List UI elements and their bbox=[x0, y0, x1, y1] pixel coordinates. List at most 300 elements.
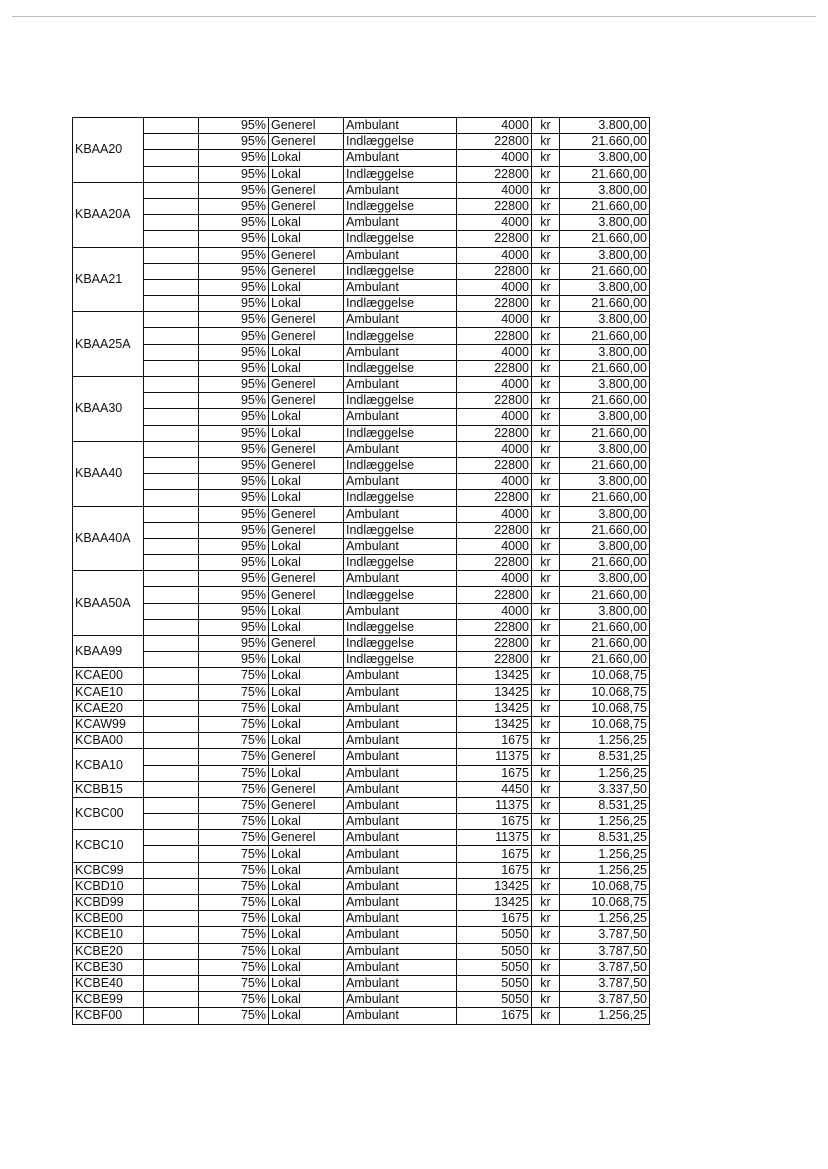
base-value-cell: 1675 bbox=[457, 733, 532, 749]
visit-type-cell: Indlæggelse bbox=[344, 425, 457, 441]
currency-cell: kr bbox=[532, 425, 560, 441]
table-row bbox=[73, 619, 650, 635]
base-value-cell: 4000 bbox=[457, 377, 532, 393]
spacer-cell bbox=[144, 457, 199, 473]
currency-cell: kr bbox=[532, 506, 560, 522]
currency-cell: kr bbox=[532, 943, 560, 959]
base-value-cell: 22800 bbox=[457, 636, 532, 652]
table-row bbox=[73, 943, 650, 959]
currency-cell: kr bbox=[532, 328, 560, 344]
table-row bbox=[73, 700, 650, 716]
spacer-cell bbox=[144, 587, 199, 603]
currency-cell: kr bbox=[532, 441, 560, 457]
table-row bbox=[73, 279, 650, 295]
percent-cell: 95% bbox=[199, 571, 269, 587]
table-row bbox=[73, 538, 650, 554]
procedure-code-cell: KCBB15 bbox=[73, 781, 144, 797]
scope-cell: Lokal bbox=[269, 474, 344, 490]
procedure-code-cell: KBAA30 bbox=[73, 377, 144, 442]
scope-cell: Generel bbox=[269, 797, 344, 813]
scope-cell: Generel bbox=[269, 118, 344, 134]
visit-type-cell: Ambulant bbox=[344, 247, 457, 263]
procedure-code-cell: KCAE20 bbox=[73, 700, 144, 716]
spacer-cell bbox=[144, 344, 199, 360]
base-value-cell: 1675 bbox=[457, 862, 532, 878]
amount-cell: 8.531,25 bbox=[560, 797, 650, 813]
table-row bbox=[73, 749, 650, 765]
spacer-cell bbox=[144, 797, 199, 813]
table-row bbox=[73, 765, 650, 781]
currency-cell: kr bbox=[532, 797, 560, 813]
procedure-code-cell: KCBA00 bbox=[73, 733, 144, 749]
table-row bbox=[73, 377, 650, 393]
amount-cell: 21.660,00 bbox=[560, 490, 650, 506]
spacer-cell bbox=[144, 490, 199, 506]
visit-type-cell: Ambulant bbox=[344, 943, 457, 959]
scope-cell: Lokal bbox=[269, 943, 344, 959]
percent-cell: 95% bbox=[199, 603, 269, 619]
visit-type-cell: Indlæggelse bbox=[344, 296, 457, 312]
scope-cell: Lokal bbox=[269, 814, 344, 830]
percent-cell: 95% bbox=[199, 619, 269, 635]
spacer-cell bbox=[144, 474, 199, 490]
currency-cell: kr bbox=[532, 198, 560, 214]
procedure-code-cell: KCBE30 bbox=[73, 959, 144, 975]
visit-type-cell: Ambulant bbox=[344, 830, 457, 846]
spacer-cell bbox=[144, 425, 199, 441]
base-value-cell: 22800 bbox=[457, 134, 532, 150]
percent-cell: 95% bbox=[199, 474, 269, 490]
visit-type-cell: Ambulant bbox=[344, 927, 457, 943]
visit-type-cell: Ambulant bbox=[344, 684, 457, 700]
currency-cell: kr bbox=[532, 959, 560, 975]
currency-cell: kr bbox=[532, 716, 560, 732]
amount-cell: 21.660,00 bbox=[560, 296, 650, 312]
percent-cell: 75% bbox=[199, 862, 269, 878]
table-row bbox=[73, 846, 650, 862]
base-value-cell: 4000 bbox=[457, 603, 532, 619]
scope-cell: Lokal bbox=[269, 279, 344, 295]
spacer-cell bbox=[144, 506, 199, 522]
table-row bbox=[73, 603, 650, 619]
spacer-cell bbox=[144, 555, 199, 571]
table-row bbox=[73, 862, 650, 878]
table-row bbox=[73, 393, 650, 409]
scope-cell: Lokal bbox=[269, 716, 344, 732]
scope-cell: Lokal bbox=[269, 490, 344, 506]
spacer-cell bbox=[144, 765, 199, 781]
spacer-cell bbox=[144, 878, 199, 894]
percent-cell: 75% bbox=[199, 716, 269, 732]
currency-cell: kr bbox=[532, 490, 560, 506]
currency-cell: kr bbox=[532, 781, 560, 797]
scope-cell: Lokal bbox=[269, 231, 344, 247]
rate-table bbox=[72, 117, 650, 1025]
procedure-code-cell: KCBC00 bbox=[73, 797, 144, 829]
base-value-cell: 13425 bbox=[457, 716, 532, 732]
visit-type-cell: Indlæggelse bbox=[344, 587, 457, 603]
spacer-cell bbox=[144, 636, 199, 652]
visit-type-cell: Indlæggelse bbox=[344, 198, 457, 214]
spacer-cell bbox=[144, 134, 199, 150]
scope-cell: Lokal bbox=[269, 975, 344, 991]
procedure-code-cell: KBAA20 bbox=[73, 118, 144, 183]
currency-cell: kr bbox=[532, 457, 560, 473]
spacer-cell bbox=[144, 943, 199, 959]
currency-cell: kr bbox=[532, 684, 560, 700]
currency-cell: kr bbox=[532, 862, 560, 878]
base-value-cell: 4450 bbox=[457, 781, 532, 797]
currency-cell: kr bbox=[532, 668, 560, 684]
visit-type-cell: Indlæggelse bbox=[344, 360, 457, 376]
amount-cell: 21.660,00 bbox=[560, 393, 650, 409]
table-row bbox=[73, 474, 650, 490]
visit-type-cell: Indlæggelse bbox=[344, 231, 457, 247]
amount-cell: 3.800,00 bbox=[560, 441, 650, 457]
spacer-cell bbox=[144, 215, 199, 231]
scope-cell: Generel bbox=[269, 198, 344, 214]
base-value-cell: 22800 bbox=[457, 296, 532, 312]
amount-cell: 10.068,75 bbox=[560, 684, 650, 700]
spacer-cell bbox=[144, 377, 199, 393]
visit-type-cell: Indlæggelse bbox=[344, 328, 457, 344]
percent-cell: 95% bbox=[199, 231, 269, 247]
scope-cell: Lokal bbox=[269, 895, 344, 911]
spacer-cell bbox=[144, 247, 199, 263]
amount-cell: 3.800,00 bbox=[560, 279, 650, 295]
currency-cell: kr bbox=[532, 733, 560, 749]
visit-type-cell: Ambulant bbox=[344, 279, 457, 295]
amount-cell: 21.660,00 bbox=[560, 166, 650, 182]
base-value-cell: 5050 bbox=[457, 943, 532, 959]
amount-cell: 1.256,25 bbox=[560, 846, 650, 862]
currency-cell: kr bbox=[532, 878, 560, 894]
base-value-cell: 4000 bbox=[457, 571, 532, 587]
spacer-cell bbox=[144, 927, 199, 943]
percent-cell: 75% bbox=[199, 927, 269, 943]
visit-type-cell: Ambulant bbox=[344, 781, 457, 797]
scope-cell: Lokal bbox=[269, 150, 344, 166]
visit-type-cell: Indlæggelse bbox=[344, 263, 457, 279]
percent-cell: 95% bbox=[199, 393, 269, 409]
scope-cell: Generel bbox=[269, 457, 344, 473]
scope-cell: Lokal bbox=[269, 652, 344, 668]
scope-cell: Generel bbox=[269, 781, 344, 797]
currency-cell: kr bbox=[532, 992, 560, 1008]
visit-type-cell: Indlæggelse bbox=[344, 555, 457, 571]
base-value-cell: 13425 bbox=[457, 878, 532, 894]
visit-type-cell: Ambulant bbox=[344, 215, 457, 231]
visit-type-cell: Ambulant bbox=[344, 506, 457, 522]
amount-cell: 3.800,00 bbox=[560, 247, 650, 263]
currency-cell: kr bbox=[532, 555, 560, 571]
scope-cell: Lokal bbox=[269, 668, 344, 684]
percent-cell: 95% bbox=[199, 166, 269, 182]
base-value-cell: 11375 bbox=[457, 749, 532, 765]
scope-cell: Lokal bbox=[269, 765, 344, 781]
amount-cell: 21.660,00 bbox=[560, 619, 650, 635]
table-row bbox=[73, 587, 650, 603]
amount-cell: 10.068,75 bbox=[560, 878, 650, 894]
percent-cell: 75% bbox=[199, 830, 269, 846]
spacer-cell bbox=[144, 749, 199, 765]
visit-type-cell: Ambulant bbox=[344, 474, 457, 490]
base-value-cell: 4000 bbox=[457, 215, 532, 231]
percent-cell: 95% bbox=[199, 652, 269, 668]
spacer-cell bbox=[144, 911, 199, 927]
procedure-code-cell: KCBD10 bbox=[73, 878, 144, 894]
currency-cell: kr bbox=[532, 603, 560, 619]
amount-cell: 21.660,00 bbox=[560, 263, 650, 279]
percent-cell: 95% bbox=[199, 150, 269, 166]
percent-cell: 95% bbox=[199, 296, 269, 312]
procedure-code-cell: KCBE00 bbox=[73, 911, 144, 927]
table-row bbox=[73, 182, 650, 198]
amount-cell: 21.660,00 bbox=[560, 522, 650, 538]
scope-cell: Generel bbox=[269, 134, 344, 150]
amount-cell: 3.787,50 bbox=[560, 992, 650, 1008]
percent-cell: 95% bbox=[199, 279, 269, 295]
visit-type-cell: Ambulant bbox=[344, 846, 457, 862]
amount-cell: 3.800,00 bbox=[560, 474, 650, 490]
table-row bbox=[73, 150, 650, 166]
base-value-cell: 5050 bbox=[457, 927, 532, 943]
table-row bbox=[73, 781, 650, 797]
percent-cell: 95% bbox=[199, 312, 269, 328]
base-value-cell: 13425 bbox=[457, 668, 532, 684]
percent-cell: 95% bbox=[199, 457, 269, 473]
amount-cell: 1.256,25 bbox=[560, 911, 650, 927]
table-row bbox=[73, 1008, 650, 1024]
spacer-cell bbox=[144, 619, 199, 635]
scope-cell: Lokal bbox=[269, 862, 344, 878]
currency-cell: kr bbox=[532, 344, 560, 360]
percent-cell: 95% bbox=[199, 490, 269, 506]
scope-cell: Lokal bbox=[269, 555, 344, 571]
currency-cell: kr bbox=[532, 215, 560, 231]
table-row bbox=[73, 441, 650, 457]
currency-cell: kr bbox=[532, 765, 560, 781]
amount-cell: 1.256,25 bbox=[560, 733, 650, 749]
visit-type-cell: Ambulant bbox=[344, 797, 457, 813]
visit-type-cell: Ambulant bbox=[344, 344, 457, 360]
currency-cell: kr bbox=[532, 1008, 560, 1024]
percent-cell: 75% bbox=[199, 797, 269, 813]
scope-cell: Lokal bbox=[269, 684, 344, 700]
spacer-cell bbox=[144, 182, 199, 198]
procedure-code-cell: KCBF00 bbox=[73, 1008, 144, 1024]
visit-type-cell: Ambulant bbox=[344, 959, 457, 975]
currency-cell: kr bbox=[532, 538, 560, 554]
percent-cell: 75% bbox=[199, 992, 269, 1008]
currency-cell: kr bbox=[532, 312, 560, 328]
currency-cell: kr bbox=[532, 587, 560, 603]
percent-cell: 95% bbox=[199, 134, 269, 150]
visit-type-cell: Indlæggelse bbox=[344, 619, 457, 635]
currency-cell: kr bbox=[532, 247, 560, 263]
spacer-cell bbox=[144, 846, 199, 862]
amount-cell: 21.660,00 bbox=[560, 636, 650, 652]
scope-cell: Generel bbox=[269, 263, 344, 279]
visit-type-cell: Indlæggelse bbox=[344, 652, 457, 668]
percent-cell: 95% bbox=[199, 344, 269, 360]
amount-cell: 1.256,25 bbox=[560, 862, 650, 878]
amount-cell: 3.800,00 bbox=[560, 215, 650, 231]
amount-cell: 21.660,00 bbox=[560, 198, 650, 214]
base-value-cell: 5050 bbox=[457, 975, 532, 991]
rate-table-body bbox=[73, 118, 650, 1025]
base-value-cell: 22800 bbox=[457, 490, 532, 506]
amount-cell: 3.787,50 bbox=[560, 943, 650, 959]
scope-cell: Lokal bbox=[269, 166, 344, 182]
amount-cell: 3.800,00 bbox=[560, 182, 650, 198]
base-value-cell: 1675 bbox=[457, 846, 532, 862]
procedure-code-cell: KCAW99 bbox=[73, 716, 144, 732]
scope-cell: Generel bbox=[269, 377, 344, 393]
currency-cell: kr bbox=[532, 118, 560, 134]
amount-cell: 21.660,00 bbox=[560, 425, 650, 441]
base-value-cell: 13425 bbox=[457, 700, 532, 716]
percent-cell: 95% bbox=[199, 506, 269, 522]
currency-cell: kr bbox=[532, 360, 560, 376]
percent-cell: 95% bbox=[199, 441, 269, 457]
visit-type-cell: Ambulant bbox=[344, 862, 457, 878]
scope-cell: Lokal bbox=[269, 992, 344, 1008]
percent-cell: 75% bbox=[199, 668, 269, 684]
base-value-cell: 4000 bbox=[457, 441, 532, 457]
scope-cell: Lokal bbox=[269, 1008, 344, 1024]
procedure-code-cell: KBAA25A bbox=[73, 312, 144, 377]
amount-cell: 3.787,50 bbox=[560, 959, 650, 975]
percent-cell: 75% bbox=[199, 911, 269, 927]
procedure-code-cell: KCBC10 bbox=[73, 830, 144, 862]
spacer-cell bbox=[144, 150, 199, 166]
table-row bbox=[73, 312, 650, 328]
amount-cell: 3.337,50 bbox=[560, 781, 650, 797]
amount-cell: 8.531,25 bbox=[560, 749, 650, 765]
amount-cell: 21.660,00 bbox=[560, 328, 650, 344]
percent-cell: 95% bbox=[199, 198, 269, 214]
amount-cell: 3.800,00 bbox=[560, 538, 650, 554]
visit-type-cell: Ambulant bbox=[344, 571, 457, 587]
amount-cell: 3.800,00 bbox=[560, 344, 650, 360]
scope-cell: Generel bbox=[269, 506, 344, 522]
amount-cell: 3.800,00 bbox=[560, 409, 650, 425]
currency-cell: kr bbox=[532, 474, 560, 490]
percent-cell: 95% bbox=[199, 328, 269, 344]
scope-cell: Lokal bbox=[269, 911, 344, 927]
spacer-cell bbox=[144, 733, 199, 749]
scope-cell: Lokal bbox=[269, 700, 344, 716]
amount-cell: 21.660,00 bbox=[560, 457, 650, 473]
amount-cell: 3.787,50 bbox=[560, 927, 650, 943]
base-value-cell: 11375 bbox=[457, 797, 532, 813]
procedure-code-cell: KBAA20A bbox=[73, 182, 144, 247]
currency-cell: kr bbox=[532, 846, 560, 862]
currency-cell: kr bbox=[532, 409, 560, 425]
spacer-cell bbox=[144, 684, 199, 700]
amount-cell: 3.800,00 bbox=[560, 506, 650, 522]
scope-cell: Generel bbox=[269, 636, 344, 652]
amount-cell: 3.800,00 bbox=[560, 118, 650, 134]
visit-type-cell: Ambulant bbox=[344, 975, 457, 991]
table-row bbox=[73, 360, 650, 376]
amount-cell: 3.800,00 bbox=[560, 150, 650, 166]
percent-cell: 75% bbox=[199, 733, 269, 749]
percent-cell: 75% bbox=[199, 765, 269, 781]
scope-cell: Generel bbox=[269, 830, 344, 846]
currency-cell: kr bbox=[532, 393, 560, 409]
spacer-cell bbox=[144, 700, 199, 716]
spacer-cell bbox=[144, 538, 199, 554]
procedure-code-cell: KBAA50A bbox=[73, 571, 144, 636]
table-row bbox=[73, 733, 650, 749]
spacer-cell bbox=[144, 668, 199, 684]
visit-type-cell: Ambulant bbox=[344, 895, 457, 911]
table-row bbox=[73, 198, 650, 214]
spacer-cell bbox=[144, 814, 199, 830]
percent-cell: 75% bbox=[199, 1008, 269, 1024]
table-row bbox=[73, 409, 650, 425]
amount-cell: 3.787,50 bbox=[560, 975, 650, 991]
currency-cell: kr bbox=[532, 182, 560, 198]
base-value-cell: 4000 bbox=[457, 150, 532, 166]
percent-cell: 95% bbox=[199, 377, 269, 393]
percent-cell: 75% bbox=[199, 814, 269, 830]
base-value-cell: 13425 bbox=[457, 684, 532, 700]
table-row bbox=[73, 344, 650, 360]
table-row bbox=[73, 814, 650, 830]
amount-cell: 21.660,00 bbox=[560, 231, 650, 247]
spacer-cell bbox=[144, 975, 199, 991]
visit-type-cell: Ambulant bbox=[344, 603, 457, 619]
percent-cell: 95% bbox=[199, 587, 269, 603]
visit-type-cell: Ambulant bbox=[344, 700, 457, 716]
base-value-cell: 5050 bbox=[457, 992, 532, 1008]
scope-cell: Generel bbox=[269, 441, 344, 457]
table-row bbox=[73, 134, 650, 150]
visit-type-cell: Ambulant bbox=[344, 765, 457, 781]
base-value-cell: 1675 bbox=[457, 765, 532, 781]
spacer-cell bbox=[144, 328, 199, 344]
spacer-cell bbox=[144, 279, 199, 295]
currency-cell: kr bbox=[532, 749, 560, 765]
percent-cell: 95% bbox=[199, 263, 269, 279]
scope-cell: Lokal bbox=[269, 927, 344, 943]
table-row bbox=[73, 975, 650, 991]
currency-cell: kr bbox=[532, 522, 560, 538]
spacer-cell bbox=[144, 571, 199, 587]
currency-cell: kr bbox=[532, 279, 560, 295]
base-value-cell: 22800 bbox=[457, 457, 532, 473]
page-top-rule bbox=[12, 16, 816, 17]
spacer-cell bbox=[144, 992, 199, 1008]
spacer-cell bbox=[144, 296, 199, 312]
base-value-cell: 4000 bbox=[457, 538, 532, 554]
table-row bbox=[73, 215, 650, 231]
base-value-cell: 22800 bbox=[457, 619, 532, 635]
base-value-cell: 4000 bbox=[457, 182, 532, 198]
base-value-cell: 22800 bbox=[457, 328, 532, 344]
base-value-cell: 4000 bbox=[457, 247, 532, 263]
spacer-cell bbox=[144, 231, 199, 247]
visit-type-cell: Ambulant bbox=[344, 911, 457, 927]
visit-type-cell: Indlæggelse bbox=[344, 490, 457, 506]
scope-cell: Lokal bbox=[269, 215, 344, 231]
percent-cell: 95% bbox=[199, 409, 269, 425]
amount-cell: 3.800,00 bbox=[560, 377, 650, 393]
visit-type-cell: Ambulant bbox=[344, 716, 457, 732]
